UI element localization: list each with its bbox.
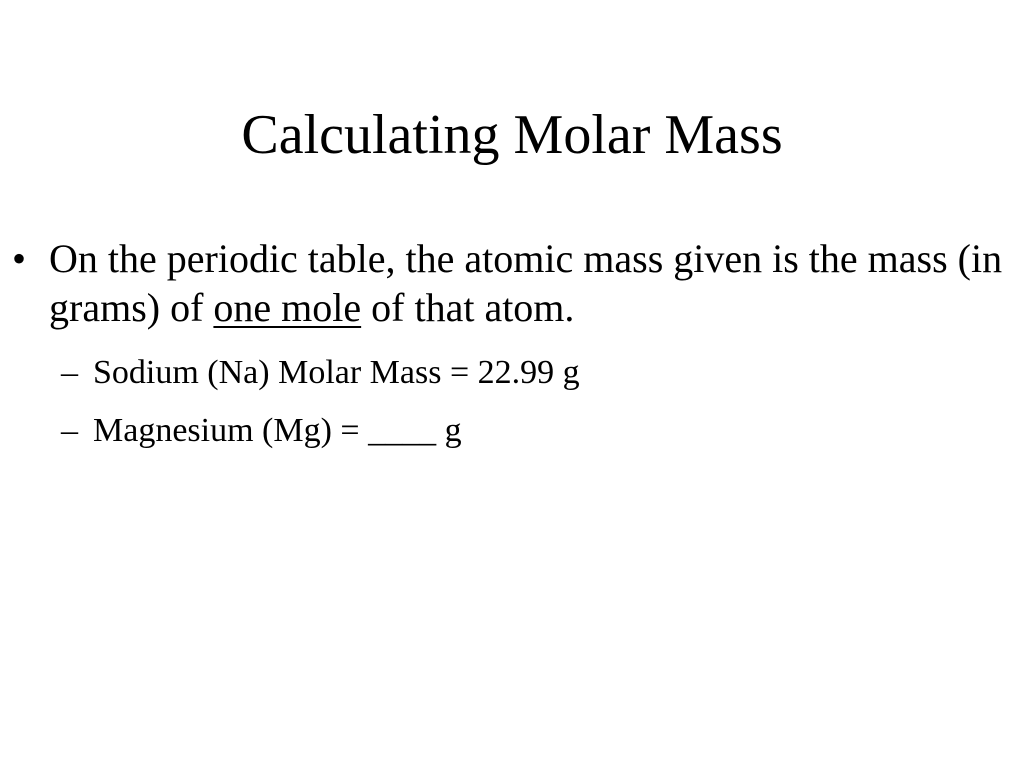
sub-bullet-magnesium [61, 411, 462, 451]
slide-title: Calculating Molar Mass [241, 104, 783, 166]
bullet-text-before: On the periodic table, the atomic mass given is the mass (in grams) of [49, 236, 1003, 330]
sub-bullet-text: Magnesium (Mg) = ____ g [93, 412, 462, 449]
sub-bullet-marker: – [61, 412, 78, 449]
bullet-text-after: of that atom. [361, 285, 575, 330]
bullet-text [49, 234, 1004, 332]
sub-bullet-text: Sodium (Na) Molar Mass = 22.99 g [93, 354, 580, 391]
bullet-marker: • [12, 236, 27, 281]
sub-bullet-sodium [61, 353, 580, 393]
bullet-underlined-term: one mole [213, 285, 362, 330]
sub-bullet-marker: – [61, 354, 78, 391]
